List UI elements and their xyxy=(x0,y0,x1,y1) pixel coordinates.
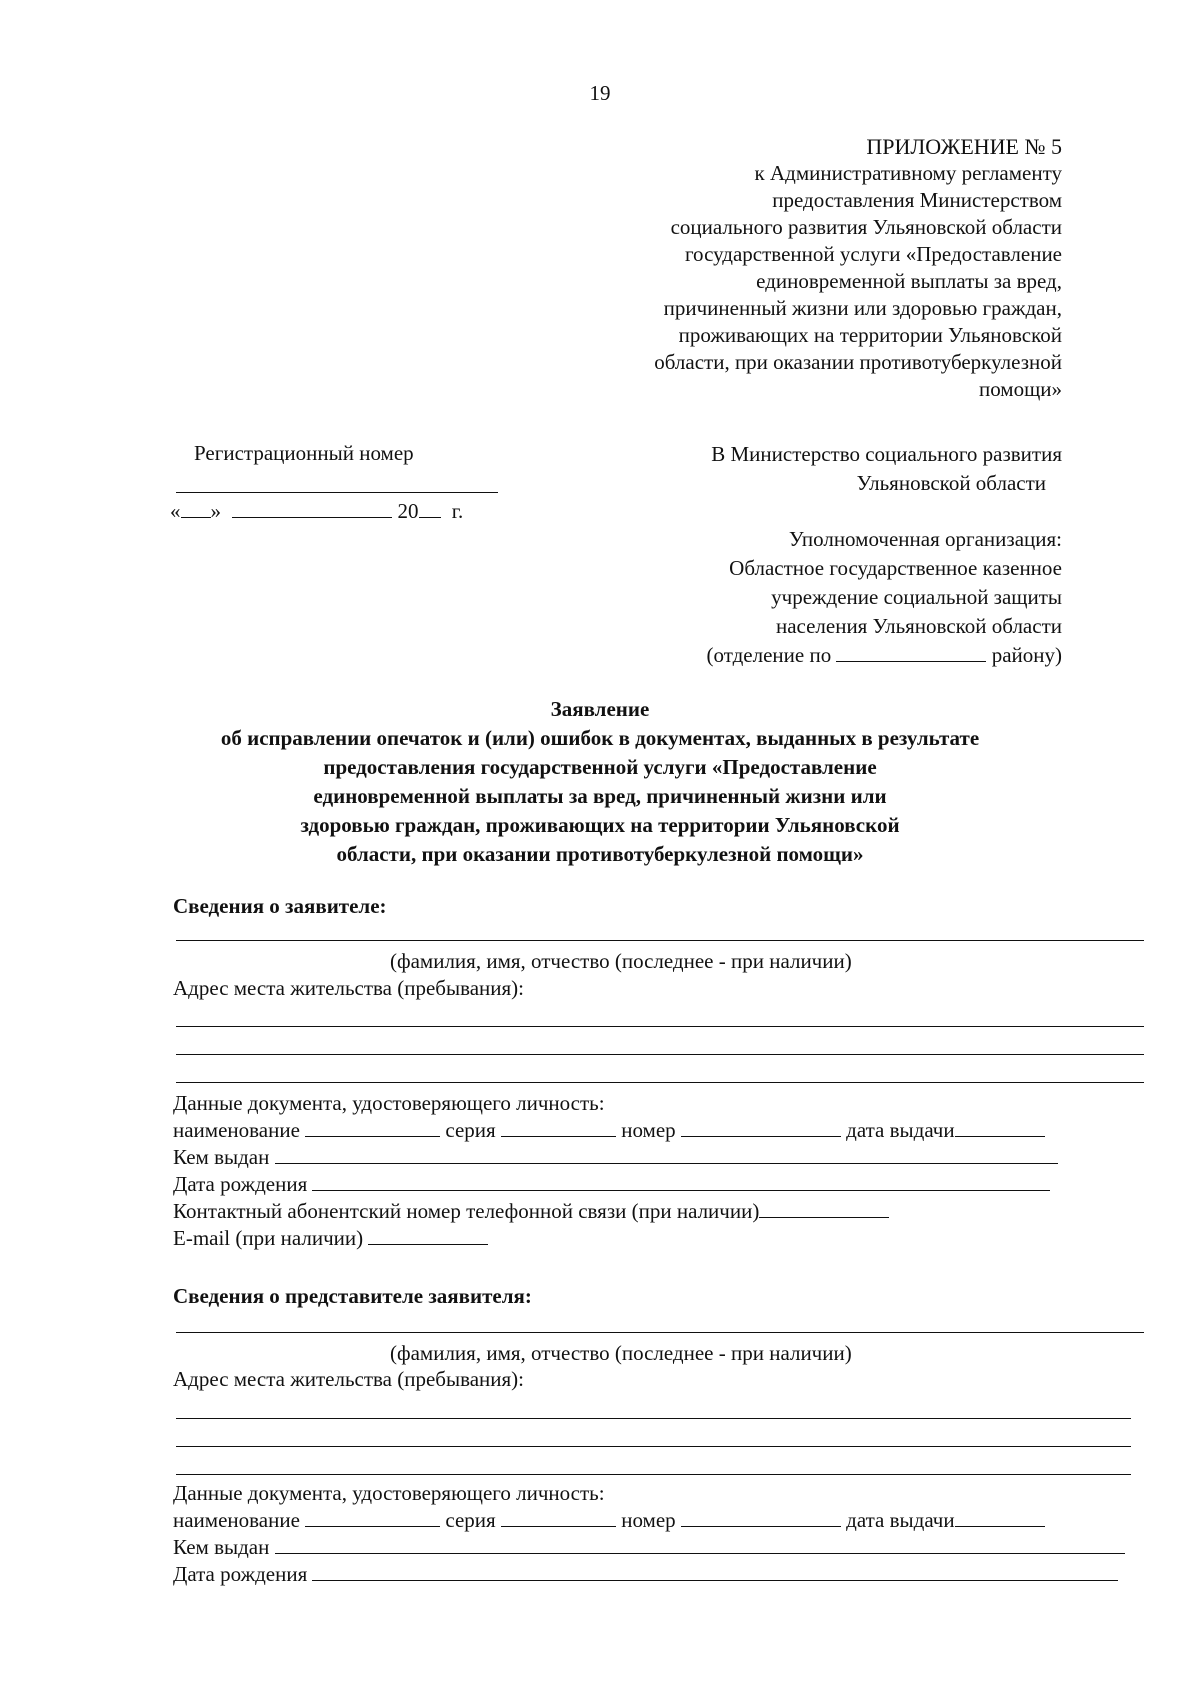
representative-fio-field[interactable] xyxy=(176,1332,1144,1333)
doc-series-label: серия xyxy=(445,1508,496,1532)
applicant-heading: Сведения о заявителе: xyxy=(173,894,387,918)
doc-series-label: серия xyxy=(445,1118,496,1142)
statement-line: единовременной выплаты за вред, причиненный жизни или xyxy=(313,784,887,808)
doc-issue-date-field[interactable] xyxy=(955,1118,1045,1137)
doc-name-field[interactable] xyxy=(305,1118,440,1137)
representative-address-label: Адрес места жительства (пребывания): xyxy=(173,1367,525,1391)
registration-date xyxy=(170,498,463,524)
representative-doc-label: Данные документа, удостоверяющего личность: xyxy=(173,1481,605,1505)
applicant-doc-row xyxy=(173,1117,1045,1143)
birth-date-label: Дата рождения xyxy=(173,1172,308,1196)
appendix-line: к Административному регламенту xyxy=(754,161,1062,185)
appendix-line: причиненный жизни или здоровью граждан, xyxy=(663,296,1062,320)
branch-prefix: (отделение по xyxy=(706,643,832,667)
statement-line: области, при оказании противотуберкулезной помощи» xyxy=(336,842,864,866)
doc-issue-date-field[interactable] xyxy=(955,1508,1045,1527)
organization-line: населения Ульяновской области xyxy=(775,614,1062,638)
representative-address-field[interactable] xyxy=(176,1446,1131,1447)
branch-district-field[interactable] xyxy=(836,643,986,662)
addressee-block xyxy=(711,440,1062,498)
appendix-line: проживающих на территории Ульяновской xyxy=(678,323,1062,347)
year-prefix: 20 xyxy=(397,499,419,523)
date-month-field[interactable] xyxy=(232,499,392,518)
applicant-address-field[interactable] xyxy=(176,1054,1144,1055)
appendix-line: государственной услуги «Предоставление xyxy=(684,242,1062,266)
doc-name-label: наименование xyxy=(173,1508,300,1532)
applicant-email-row xyxy=(173,1225,488,1251)
doc-number-label: номер xyxy=(621,1118,676,1142)
doc-number-label: номер xyxy=(621,1508,676,1532)
registration-label: Регистрационный номер xyxy=(194,441,414,465)
doc-series-field[interactable] xyxy=(501,1508,616,1527)
date-day-field[interactable] xyxy=(181,499,211,518)
statement-line: об исправлении опечаток и (или) ошибок в документах, выданных в результате xyxy=(220,726,980,750)
organization-branch xyxy=(706,641,1062,670)
statement-title: Заявление xyxy=(550,697,650,721)
registration-number-line[interactable] xyxy=(176,492,498,493)
organization-line: Уполномоченная организация: xyxy=(788,527,1062,551)
appendix-line: социального развития Ульяновской области xyxy=(670,215,1062,239)
issued-by-field[interactable] xyxy=(275,1535,1125,1554)
organization-line: Областное государственное казенное xyxy=(729,556,1062,580)
birth-date-field[interactable] xyxy=(312,1172,1050,1191)
applicant-fio-caption: (фамилия, имя, отчество (последнее - при наличии) xyxy=(390,949,852,973)
applicant-phone-row xyxy=(173,1198,889,1224)
addressee-line: В Министерство социального развития xyxy=(711,442,1062,466)
email-field[interactable] xyxy=(368,1226,488,1245)
doc-number-field[interactable] xyxy=(681,1508,841,1527)
applicant-issued-by-row xyxy=(173,1144,1058,1170)
appendix-block xyxy=(654,133,1062,403)
issued-by-label: Кем выдан xyxy=(173,1145,270,1169)
representative-address-field[interactable] xyxy=(176,1418,1131,1419)
statement-line: здоровью граждан, проживающих на территории Ульяновской xyxy=(300,813,900,837)
applicant-birth-date-row xyxy=(173,1171,1050,1197)
appendix-title: ПРИЛОЖЕНИЕ № 5 xyxy=(866,134,1062,159)
representative-birth-date-row xyxy=(173,1561,1118,1587)
addressee-line: Ульяновской области xyxy=(856,471,1046,495)
date-close-quote: » xyxy=(210,499,221,523)
doc-issue-date-label: дата выдачи xyxy=(846,1508,955,1532)
doc-number-field[interactable] xyxy=(681,1118,841,1137)
appendix-line: предоставления Министерством xyxy=(772,188,1062,212)
doc-name-field[interactable] xyxy=(305,1508,440,1527)
applicant-address-field[interactable] xyxy=(176,1082,1144,1083)
appendix-line: единовременной выплаты за вред, xyxy=(756,269,1062,293)
applicant-address-field[interactable] xyxy=(176,1026,1144,1027)
page-number: 19 xyxy=(589,81,611,105)
phone-label: Контактный абонентский номер телефонной связи (при наличии) xyxy=(173,1199,760,1223)
applicant-doc-label: Данные документа, удостоверяющего личность: xyxy=(173,1091,605,1115)
representative-heading: Сведения о представителе заявителя: xyxy=(173,1284,532,1308)
applicant-address-label: Адрес места жительства (пребывания): xyxy=(173,976,525,1000)
date-year-field[interactable] xyxy=(419,499,441,518)
representative-doc-row xyxy=(173,1507,1045,1533)
branch-suffix: району) xyxy=(991,643,1062,667)
issued-by-label: Кем выдан xyxy=(173,1535,270,1559)
statement-block xyxy=(0,695,1200,869)
applicant-fio-field[interactable] xyxy=(176,940,1144,941)
organization-block xyxy=(706,525,1062,670)
phone-field[interactable] xyxy=(759,1199,889,1218)
representative-fio-caption: (фамилия, имя, отчество (последнее - при наличии) xyxy=(390,1341,852,1365)
appendix-line: помощи» xyxy=(978,377,1062,401)
date-open-quote: « xyxy=(170,499,181,523)
year-suffix: г. xyxy=(451,499,464,523)
email-label: E-mail (при наличии) xyxy=(173,1226,364,1250)
representative-issued-by-row xyxy=(173,1534,1125,1560)
doc-series-field[interactable] xyxy=(501,1118,616,1137)
doc-issue-date-label: дата выдачи xyxy=(846,1118,955,1142)
appendix-line: области, при оказании противотуберкулезной xyxy=(654,350,1062,374)
doc-name-label: наименование xyxy=(173,1118,300,1142)
statement-line: предоставления государственной услуги «Предоставление xyxy=(323,755,877,779)
birth-date-field[interactable] xyxy=(312,1562,1118,1581)
issued-by-field[interactable] xyxy=(275,1145,1058,1164)
organization-line: учреждение социальной защиты xyxy=(771,585,1062,609)
birth-date-label: Дата рождения xyxy=(173,1562,308,1586)
representative-address-field[interactable] xyxy=(176,1474,1131,1475)
